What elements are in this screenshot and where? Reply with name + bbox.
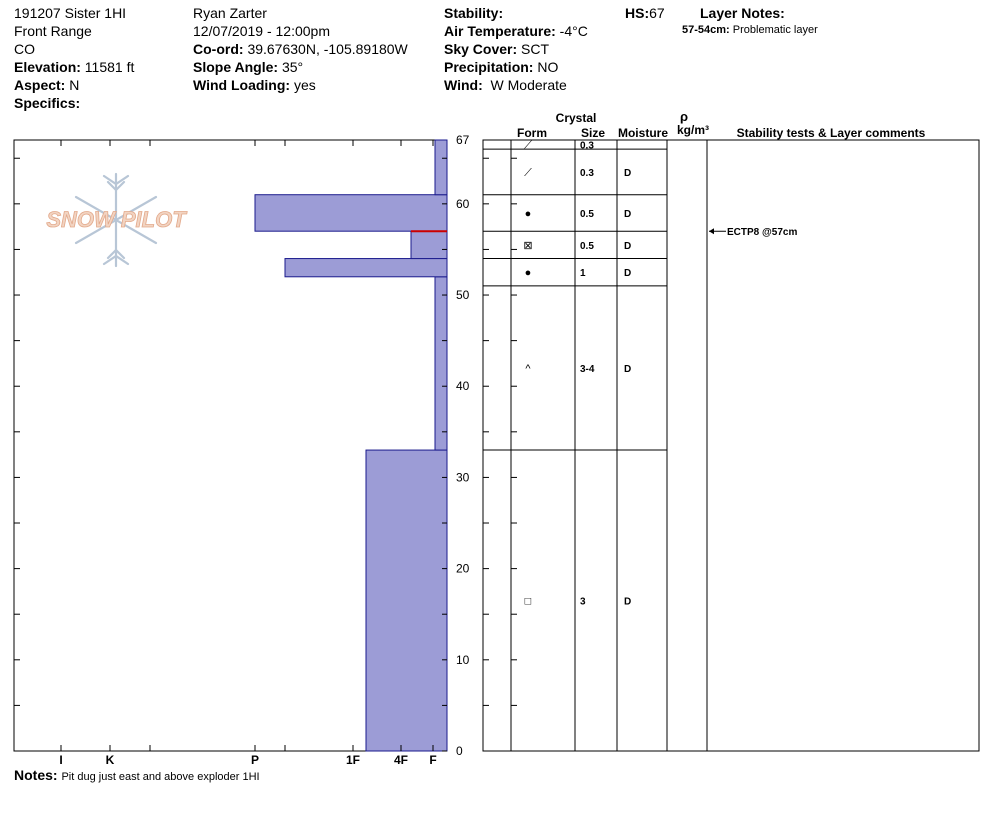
precip-particles-icon: ⟋ [524, 139, 532, 152]
hardness-bar [366, 450, 447, 751]
hardness-label: P [250, 753, 260, 767]
notes-row: Notes: Pit dug just east and above exploder 1HI [14, 767, 260, 783]
precip-row: Precipitation: NO [444, 59, 559, 75]
specifics-row: Specifics: [14, 95, 81, 111]
layer-notes-title: Layer Notes: [700, 5, 785, 21]
mixed-forms-icon: ● [524, 267, 532, 280]
crystal-size: 0.3 [580, 140, 594, 152]
depth-label: 40 [456, 379, 470, 394]
crystal-header: Crystal [555, 111, 597, 125]
pit-name: 191207 Sister 1HI [14, 5, 127, 21]
coord-row: Co-ord: 39.67630N, -105.89180W [193, 41, 408, 57]
slope-row: Slope Angle: 35° [193, 59, 304, 75]
crystal-size: 0.5 [580, 240, 594, 252]
moisture-value: D [624, 240, 632, 252]
hardness-bar [255, 195, 447, 231]
layer-note: 57-54cm: Problematic layer [682, 24, 818, 36]
observation-datetime: 12/07/2019 - 12:00pm [193, 23, 330, 39]
range-name: Front Range [14, 23, 92, 39]
air-temp-row: Air Temperature: -4°C [444, 23, 588, 39]
moisture-value: D [624, 167, 632, 179]
hardness-label: I [59, 753, 63, 767]
stability-test-label: ECTP8 @57cm [727, 227, 798, 239]
hardness-label: 1F [345, 753, 361, 767]
crystal-size: 3 [580, 596, 586, 608]
snowpilot-logo: SNOW PILOT [46, 207, 186, 232]
arrow-left-icon [709, 228, 714, 234]
crystal-size: 0.3 [580, 167, 594, 179]
faceted-rounded-icon: ⊠ [523, 239, 533, 252]
hardness-bar [435, 277, 447, 450]
moisture-value: D [624, 208, 632, 220]
depth-label: 67 [456, 133, 470, 147]
size-header: Size [580, 126, 606, 140]
depth-label: 60 [456, 196, 470, 211]
moisture-value: D [624, 596, 632, 608]
hs-row: HS:67 [625, 5, 665, 21]
rho-header: ρ [679, 109, 689, 124]
state-name: CO [14, 41, 35, 57]
hardness-label: K [105, 753, 115, 767]
stability-row: Stability: [444, 5, 504, 21]
depth-label: 0 [456, 744, 463, 758]
table-depth-ticks [483, 158, 517, 751]
observer-name: Ryan Zarter [193, 5, 267, 21]
hardness-bar [435, 140, 447, 195]
density-unit-header: kg/m³ [676, 123, 710, 137]
aspect-row: Aspect: N [14, 77, 80, 93]
depth-hoar-icon: ^ [525, 362, 531, 375]
crystal-size: 1 [580, 268, 586, 280]
depth-label: 10 [456, 652, 470, 667]
depth-label: 30 [456, 470, 470, 485]
hardness-label: 4F [393, 753, 409, 767]
crystal-size: 0.5 [580, 208, 594, 220]
stability-tests [709, 227, 797, 238]
mixed-forms-icon: ● [524, 207, 532, 220]
hardness-bar [285, 259, 447, 277]
moisture-value: D [624, 363, 632, 375]
depth-label: 20 [456, 561, 470, 576]
wind-row: Wind: W Moderate [444, 77, 567, 93]
wind-loading-row: Wind Loading: yes [193, 77, 316, 93]
moisture-header: Moisture [617, 126, 669, 140]
sky-row: Sky Cover: SCT [444, 41, 550, 57]
hardness-bars [255, 140, 447, 751]
form-header: Form [517, 126, 547, 140]
stability-header: Stability tests & Layer comments [736, 126, 926, 140]
decomposing-fragments-icon: ⟋ [524, 166, 532, 179]
moisture-value: D [624, 268, 632, 280]
hardness-label: F [429, 753, 437, 767]
elevation-row: Elevation: 11581 ft [14, 59, 135, 75]
hardness-bar [411, 231, 447, 258]
depth-label: 50 [456, 288, 470, 303]
crystal-size: 3-4 [580, 363, 595, 375]
faceted-crystals-icon: □ [524, 595, 532, 608]
